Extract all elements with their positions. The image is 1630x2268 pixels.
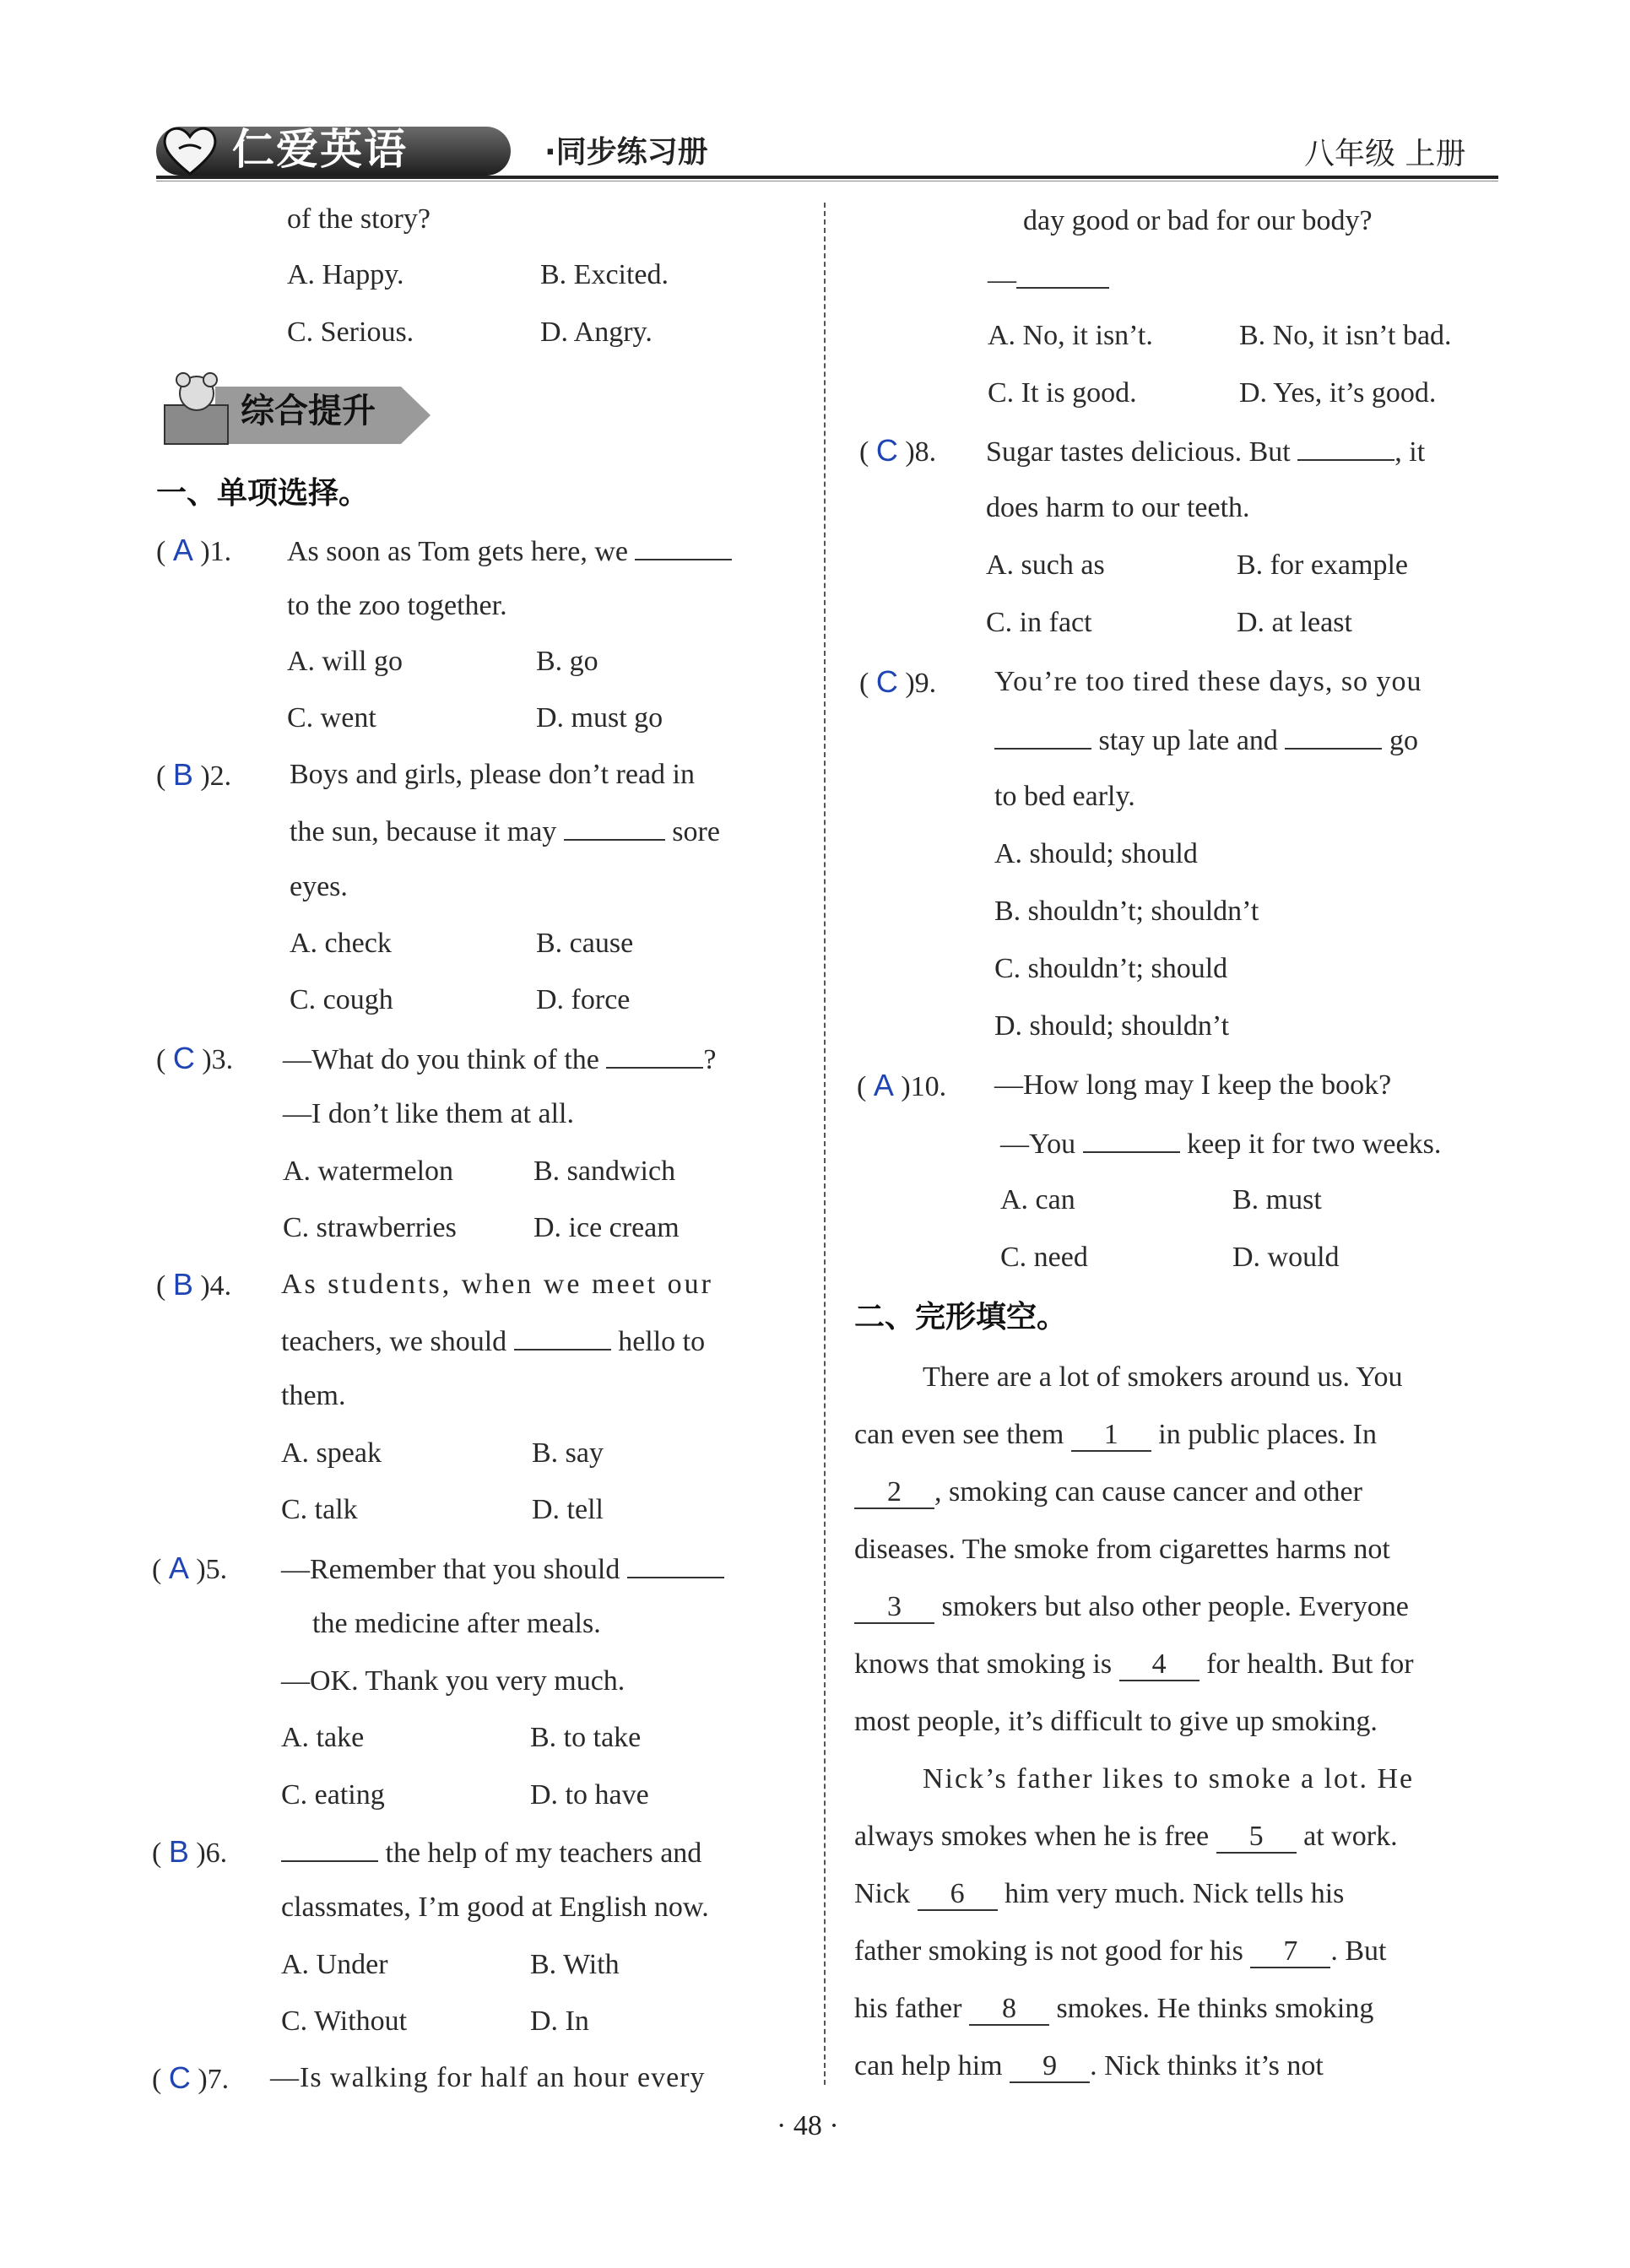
question-3-line: —What do you think of the ? [283, 1042, 716, 1077]
continuation-text: of the story? [287, 203, 431, 235]
cloze-line: 2 , smoking can cause cancer and other [854, 1475, 1362, 1509]
cloze-blank: 3 [854, 1592, 934, 1624]
option-d: D. would [1232, 1242, 1340, 1273]
option-b: B. must [1232, 1184, 1322, 1215]
option-b: B. No, it isn’t bad. [1239, 320, 1452, 351]
option-a: A. will go [287, 646, 403, 677]
question-3-answer: ( C )3. [156, 1041, 234, 1075]
section-banner-label: 综合提升 [241, 392, 376, 430]
option-d: D. at least [1237, 607, 1352, 638]
question-5-line: —Remember that you should [281, 1551, 724, 1587]
question-7-line: —Is walking for half an hour every [270, 2062, 706, 2093]
cloze-line: There are a lot of smokers around us. You [923, 1361, 1403, 1393]
cloze-line: 3 smokers but also other people. Everyone [854, 1590, 1409, 1624]
question-7-line: — [988, 262, 1109, 297]
option-c: C. need [1000, 1242, 1088, 1273]
option-d: D. In [530, 2005, 589, 2037]
option-d: D. Yes, it’s good. [1239, 377, 1437, 409]
cloze-line: Nick’s father likes to smoke a lot. He [923, 1763, 1415, 1794]
cloze-blank: 7 [1250, 1936, 1330, 1968]
option-a: A. such as [986, 549, 1105, 581]
question-9-line: to bed early. [994, 781, 1135, 812]
cloze-line: father smoking is not good for his 7 . But [854, 1935, 1387, 1967]
question-10-line: —How long may I keep the book? [994, 1069, 1392, 1101]
question-7-answer: ( C )7. [152, 2060, 230, 2095]
question-8-line: does harm to our teeth. [986, 492, 1250, 523]
option-c: C. It is good. [988, 377, 1137, 409]
cloze-blank: 5 [1216, 1821, 1297, 1854]
question-1-line: to the zoo together. [287, 590, 507, 621]
option-d: D. should; shouldn’t [994, 1010, 1230, 1042]
option-c: C. Without [281, 2005, 408, 2037]
option-a: A. No, it isn’t. [988, 320, 1153, 351]
question-6-line: the help of my teachers and [281, 1835, 701, 1870]
option-c: C. strawberries [283, 1212, 457, 1243]
option-d: D. force [536, 984, 631, 1015]
option-a: A. Under [281, 1949, 388, 1980]
question-10-line: —You keep it for two weeks. [1000, 1126, 1441, 1161]
option-c: C. talk [281, 1494, 358, 1525]
option-d: D. must go [536, 702, 663, 733]
page-number: · 48 · [777, 2110, 839, 2141]
header-subtitle: ·同步练习册 [544, 135, 708, 170]
question-9-answer: ( C )9. [859, 664, 937, 699]
option-c: C. shouldn’t; should [994, 953, 1228, 984]
question-9-line: stay up late and go [994, 723, 1418, 758]
question-4-answer: ( B )4. [156, 1267, 232, 1302]
cloze-blank: 8 [969, 1994, 1049, 2026]
question-6-line: classmates, I’m good at English now. [281, 1892, 709, 1923]
question-5-line: the medicine after meals. [312, 1608, 601, 1639]
option-d: D. to have [530, 1779, 649, 1811]
cloze-blank: 4 [1119, 1649, 1199, 1681]
option-c: C. Serious. [287, 317, 414, 348]
cloze-line: can help him 9 . Nick thinks it’s not [854, 2050, 1324, 2081]
question-4-line: them. [281, 1380, 346, 1411]
option-a: A. watermelon [283, 1156, 454, 1187]
cloze-line: his father 8 smokes. He thinks smoking [854, 1993, 1374, 2024]
cloze-blank: 9 [1010, 2051, 1090, 2083]
option-a: A. speak [281, 1437, 382, 1469]
option-b: B. go [536, 646, 598, 677]
question-1-answer: ( A )1. [156, 533, 232, 567]
option-b: B. for example [1237, 549, 1408, 581]
question-5-line: —OK. Thank you very much. [281, 1665, 625, 1697]
option-a: A. should; should [994, 838, 1198, 869]
option-a: A. check [290, 928, 392, 959]
cloze-blank: 1 [1071, 1420, 1151, 1452]
question-3-line: —I don’t like them at all. [283, 1098, 574, 1129]
option-b: B. With [530, 1949, 620, 1980]
option-d: D. Angry. [540, 317, 653, 348]
heart-logo-icon [160, 123, 219, 177]
section2-title: 二、完形填空。 [854, 1300, 1068, 1334]
question-4-line: teachers, we should hello to [281, 1323, 705, 1359]
cloze-line: can even see them 1 in public places. In [854, 1419, 1377, 1450]
option-b: B. say [532, 1437, 604, 1469]
option-c: C. cough [290, 984, 393, 1015]
cloze-line: diseases. The smoke from cigarettes harms not [854, 1534, 1390, 1565]
option-b: B. shouldn’t; shouldn’t [994, 896, 1259, 927]
option-d: D. tell [532, 1494, 604, 1525]
question-7-line: day good or bad for our body? [1023, 205, 1373, 236]
section1-title: 一、单项选择。 [156, 476, 370, 511]
option-c: C. went [287, 702, 376, 733]
question-8-line: Sugar tastes delicious. But , it [986, 434, 1425, 469]
option-b: B. to take [530, 1722, 642, 1753]
question-2-answer: ( B )2. [156, 757, 232, 792]
cloze-line: most people, it’s difficult to give up smoking. [854, 1706, 1378, 1737]
question-8-answer: ( C )8. [859, 433, 937, 468]
option-b: B. Excited. [540, 259, 669, 290]
cloze-line: knows that smoking is 4 for health. But for [854, 1648, 1414, 1680]
cloze-line: always smokes when he is free 5 at work. [854, 1821, 1398, 1852]
cloze-line: Nick 6 him very much. Nick tells his [854, 1878, 1345, 1909]
question-2-line: the sun, because it may sore [290, 814, 720, 849]
question-9-line: You’re too tired these days, so you [994, 666, 1422, 697]
question-5-answer: ( A )5. [152, 1551, 228, 1585]
question-4-line: As students, when we meet our [281, 1269, 713, 1300]
header-rule [156, 176, 1498, 179]
option-d: D. ice cream [533, 1212, 680, 1243]
option-a: A. can [1000, 1184, 1075, 1215]
cloze-blank: 6 [918, 1879, 998, 1911]
column-divider [824, 203, 826, 2085]
question-2-line: eyes. [290, 871, 348, 902]
question-1-line: As soon as Tom gets here, we [287, 533, 732, 569]
header-brand: 仁爱英语 [232, 125, 408, 174]
option-a: A. take [281, 1722, 365, 1753]
cloze-blank: 2 [854, 1477, 934, 1509]
option-c: C. eating [281, 1779, 385, 1811]
question-2-line: Boys and girls, please don’t read in [290, 759, 696, 790]
option-a: A. Happy. [287, 259, 404, 290]
header-grade: 八年级 上册 [1304, 137, 1466, 171]
question-6-answer: ( B )6. [152, 1834, 228, 1869]
option-b: B. cause [536, 928, 634, 959]
option-b: B. sandwich [533, 1156, 676, 1187]
question-10-answer: ( A )10. [857, 1068, 947, 1102]
option-c: C. in fact [986, 607, 1092, 638]
